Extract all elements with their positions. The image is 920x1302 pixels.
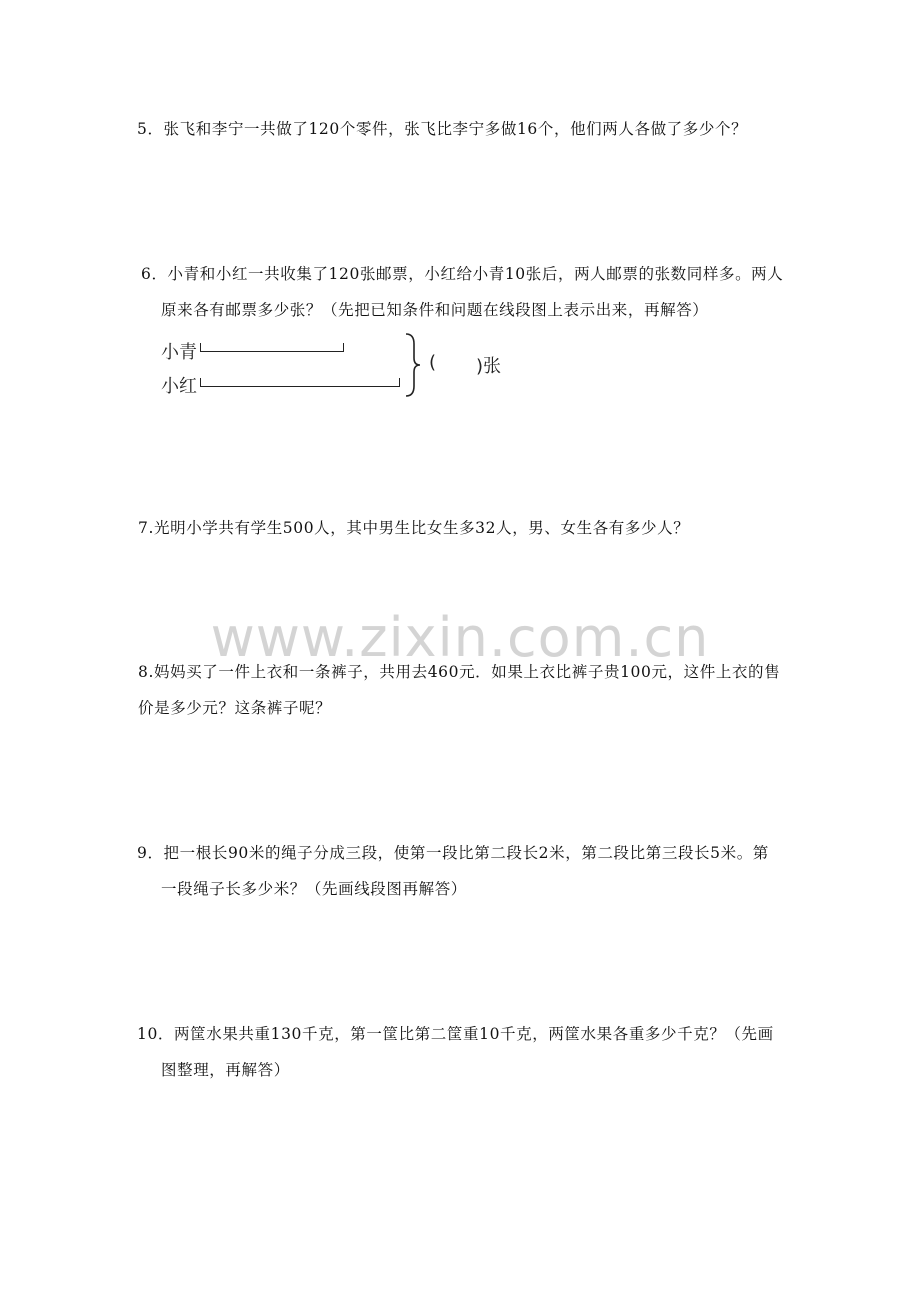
watermark: www.zixin.com.cn (210, 606, 710, 669)
total-blank-open: ( (429, 352, 437, 373)
question-6-line-1: 6．小青和小红一共收集了120张邮票，小红给小青10张后，两人邮票的张数同样多。两人 (141, 265, 784, 283)
question-10-line-2: 图整理，再解答） (161, 1061, 290, 1079)
question-8-line-1: 8.妈妈买了一件上衣和一条裤子，共用去460元．如果上衣比裤子贵100元，这件上衣的售 (138, 663, 781, 681)
question-7: 7.光明小学共有学生500人，其中男生比女生多32人，男、女生各有多少人？ (138, 519, 690, 537)
question-9-line-2: 一段绳子长多少米？（先画线段图再解答） (161, 880, 467, 898)
total-blank-close: )张 (476, 356, 502, 377)
question-9-line-1: 9．把一根长90米的绳子分成三段，使第一段比第二段长2米，第二段比第三段长5米。第 (137, 844, 769, 862)
diagram-label-xiaohong: 小红 (161, 376, 197, 397)
question-10-line-1: 10．两筐水果共重130千克，第一筐比第二筐重10千克，两筐水果各重多少千克？（先画 (137, 1025, 774, 1043)
diagram-label-xiaoqing: 小青 (161, 342, 197, 363)
curly-brace-icon (404, 332, 422, 398)
segment-xiaohong (200, 378, 400, 387)
question-6-line-2: 原来各有邮票多少张？（先把已知条件和问题在线段图上表示出来，再解答） (161, 301, 709, 319)
question-5: 5．张飞和李宁一共做了120个零件，张飞比李宁多做16个，他们两人各做了多少个？ (137, 120, 748, 138)
segment-xiaoqing (200, 343, 344, 352)
question-8-line-2: 价是多少元？这条裤子呢？ (138, 699, 332, 717)
